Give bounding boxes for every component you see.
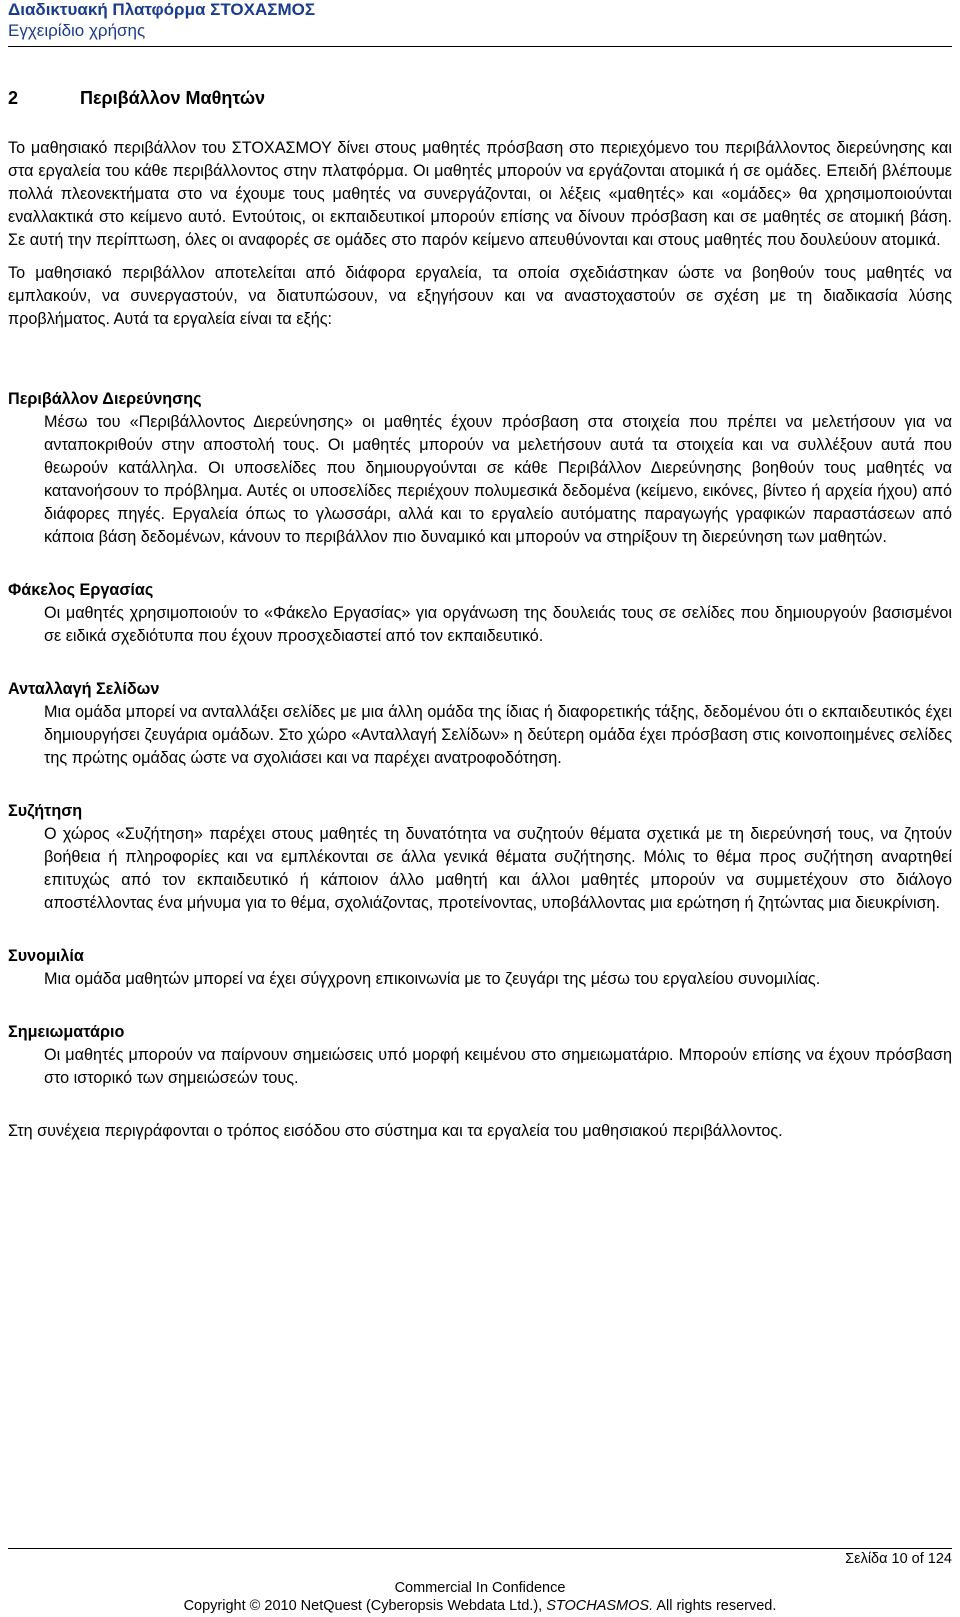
section-body: Μια ομάδα μαθητών μπορεί να έχει σύγχρονη επικοινωνία με το ζευγάρι της μέσω του εργαλείου συνομιλίας. <box>44 970 821 988</box>
document-header <box>8 0 315 42</box>
copyright-suffix: All rights reserved. <box>653 1598 777 1614</box>
section-exploration-environment <box>8 388 952 549</box>
section-title: Συζήτηση <box>8 802 83 820</box>
intro-paragraph: Το μαθησιακό περιβάλλον του ΣΤΟΧΑΣΜΟΥ δίνει στους μαθητές πρόσβαση στο περιεχόμενο του περιβάλλοντος διερεύνησης και στα εργαλεία του κάθε περιβάλλοντος στην πλατφόρμα. Οι μαθητές μπορούν να εργάζονται ατομικά ή σε ομάδες. Επειδή βλέπουμε πολλά πλεονεκτήματα στο να έχουμε τους μαθητές να συνεργάζονται, οι λέξεις «μαθητές» και «ομάδες» θα χρησιμοποιούνται εναλλακτικά στο κείμενο αυτό. Εντούτοις, οι εκπαιδευτικοί μπορούν επίσης να δίνουν πρόσβαση και σε μαθητές σε ατομική βάση. Σε αυτή την περίπτωση, όλες οι αναφορές σε ομάδες στο παρόν κείμενο απευθύνονται και στους μαθητές που δουλεύουν ατομικά. <box>8 139 952 249</box>
copyright-prefix: Copyright © 2010 NetQuest (Cyberopsis Webdata Ltd.), <box>183 1598 547 1614</box>
page-number: Σελίδα 10 of 124 <box>845 1551 952 1567</box>
intro-paragraph: Το μαθησιακό περιβάλλον αποτελείται από διάφορα εργαλεία, τα οποία σχεδιάστηκαν ώστε να βοηθούν τους μαθητές να εμπλακούν, να συνεργαστούν, να διατυπώσουν, να εξηγήσουν και να αναστοχαστούν σε σχέση με τη διαδικασία λύσης προβλήματος. Αυτά τα εργαλεία είναι τα εξής: <box>8 264 952 328</box>
footer-divider <box>8 1548 952 1549</box>
chapter-title: Περιβάλλον Μαθητών <box>80 88 266 108</box>
section-title: Φάκελος Εργασίας <box>8 581 154 599</box>
section-title: Περιβάλλον Διερεύνησης <box>8 390 202 408</box>
confidentiality-notice: Commercial In Confidence <box>394 1580 566 1596</box>
section-page-exchange <box>8 678 952 770</box>
section-work-folder <box>8 579 952 648</box>
manual-subtitle: Εγχειρίδιο χρήσης <box>8 21 146 40</box>
chapter-number: 2 <box>8 88 19 108</box>
section-discussion <box>8 800 952 915</box>
chapter-heading <box>8 86 952 110</box>
section-title: Σημειωματάριο <box>8 1023 125 1041</box>
section-body: Μια ομάδα μπορεί να ανταλλάξει σελίδες με μια άλλη ομάδα της ίδιας ή διαφορετικής τάξης, δεδομένου ότι ο εκπαιδευτικός έχει δημιουργήσει ζευγάρια ομάδων. Στο χώρο «Ανταλλαγή Σελίδων» η δεύτερη ομάδα έχει πρόσβαση στις κοινοποιημένες σελίδες της πρώτης ομάδας ώστε να σχολιάσει και να παρέχει ανατροφοδότηση. <box>44 703 952 767</box>
section-body: Οι μαθητές μπορούν να παίρνουν σημειώσεις υπό μορφή κειμένου στο σημειωματάριο. Μπορούν επίσης να έχουν πρόσβαση στο ιστορικό των σημειώσεών τους. <box>44 1046 952 1087</box>
page-content <box>8 86 952 1143</box>
copyright-notice <box>0 1598 960 1614</box>
platform-title: Διαδικτυακή Πλατφόρμα ΣΤΟΧΑΣΜΟΣ <box>8 0 316 19</box>
closing-paragraph: Στη συνέχεια περιγράφονται ο τρόπος εισόδου στο σύστημα και τα εργαλεία του μαθησιακού περιβάλλοντος. <box>8 1122 783 1140</box>
section-title: Ανταλλαγή Σελίδων <box>8 680 160 698</box>
section-title: Συνομιλία <box>8 947 84 965</box>
section-body: Οι μαθητές χρησιμοποιούν το «Φάκελο Εργασίας» για οργάνωση της δουλειάς τους σε σελίδες που δημιουργούν βασισμένοι σε ειδικά σχεδιότυπα που έχουν προσχεδιαστεί από τον εκπαιδευτικό. <box>44 604 952 645</box>
copyright-brand: STOCHASMOS. <box>546 1598 654 1614</box>
section-notebook <box>8 1021 952 1090</box>
header-divider <box>8 46 952 47</box>
section-body: Μέσω του «Περιβάλλοντος Διερεύνησης» οι μαθητές έχουν πρόσβαση στα στοιχεία που πρέπει να μελετήσουν για να ανταποκριθούν στην αποστολή τους. Οι μαθητές μπορούν να μελετήσουν αυτά τα στοιχεία και να συλλέξουν αυτά που θεωρούν κατάλληλα. Οι υποσελίδες που δημιουργούνται σε κάθε Περιβάλλον Διερεύνησης βοηθούν τους μαθητές να κατανοήσουν το πρόβλημα. Αυτές οι υποσελίδες περιέχουν πολυμεσικά δεδομένα (κείμενο, εικόνες, βίντεο ή αρχεία ήχου) από διάφορες πηγές. Εργαλεία όπως το γλωσσάρι, αλλά και το εργαλείο αυτόματης παραγωγής γραφικών παραστάσεων από κάποια βάση δεδομένων, κάνουν το περιβάλλον πιο δυναμικό και μπορούν να στηρίξουν τη διερεύνηση των μαθητών. <box>44 413 952 546</box>
section-chat <box>8 945 952 991</box>
section-body: Ο χώρος «Συζήτηση» παρέχει στους μαθητές τη δυνατότητα να συζητούν θέματα σχετικά με τη διερεύνησή τους, να ζητούν βοήθεια ή πληροφορίες και να εμπλέκονται σε άλλα γενικά θέματα συζήτησης. Μόλις το θέμα προς συζήτηση αναρτηθεί επιτυχώς από τον εκπαιδευτικό ή κάποιον άλλο μαθητή και άλλοι μαθητές μπορούν να συμμετέχουν στο διάλογο αποστέλλοντας ένα μήνυμα για το θέμα, σχολιάζοντας, προτείνοντας, υποβάλλοντας μια ερώτηση ή ζητώντας μια διευκρίνιση. <box>44 825 952 912</box>
